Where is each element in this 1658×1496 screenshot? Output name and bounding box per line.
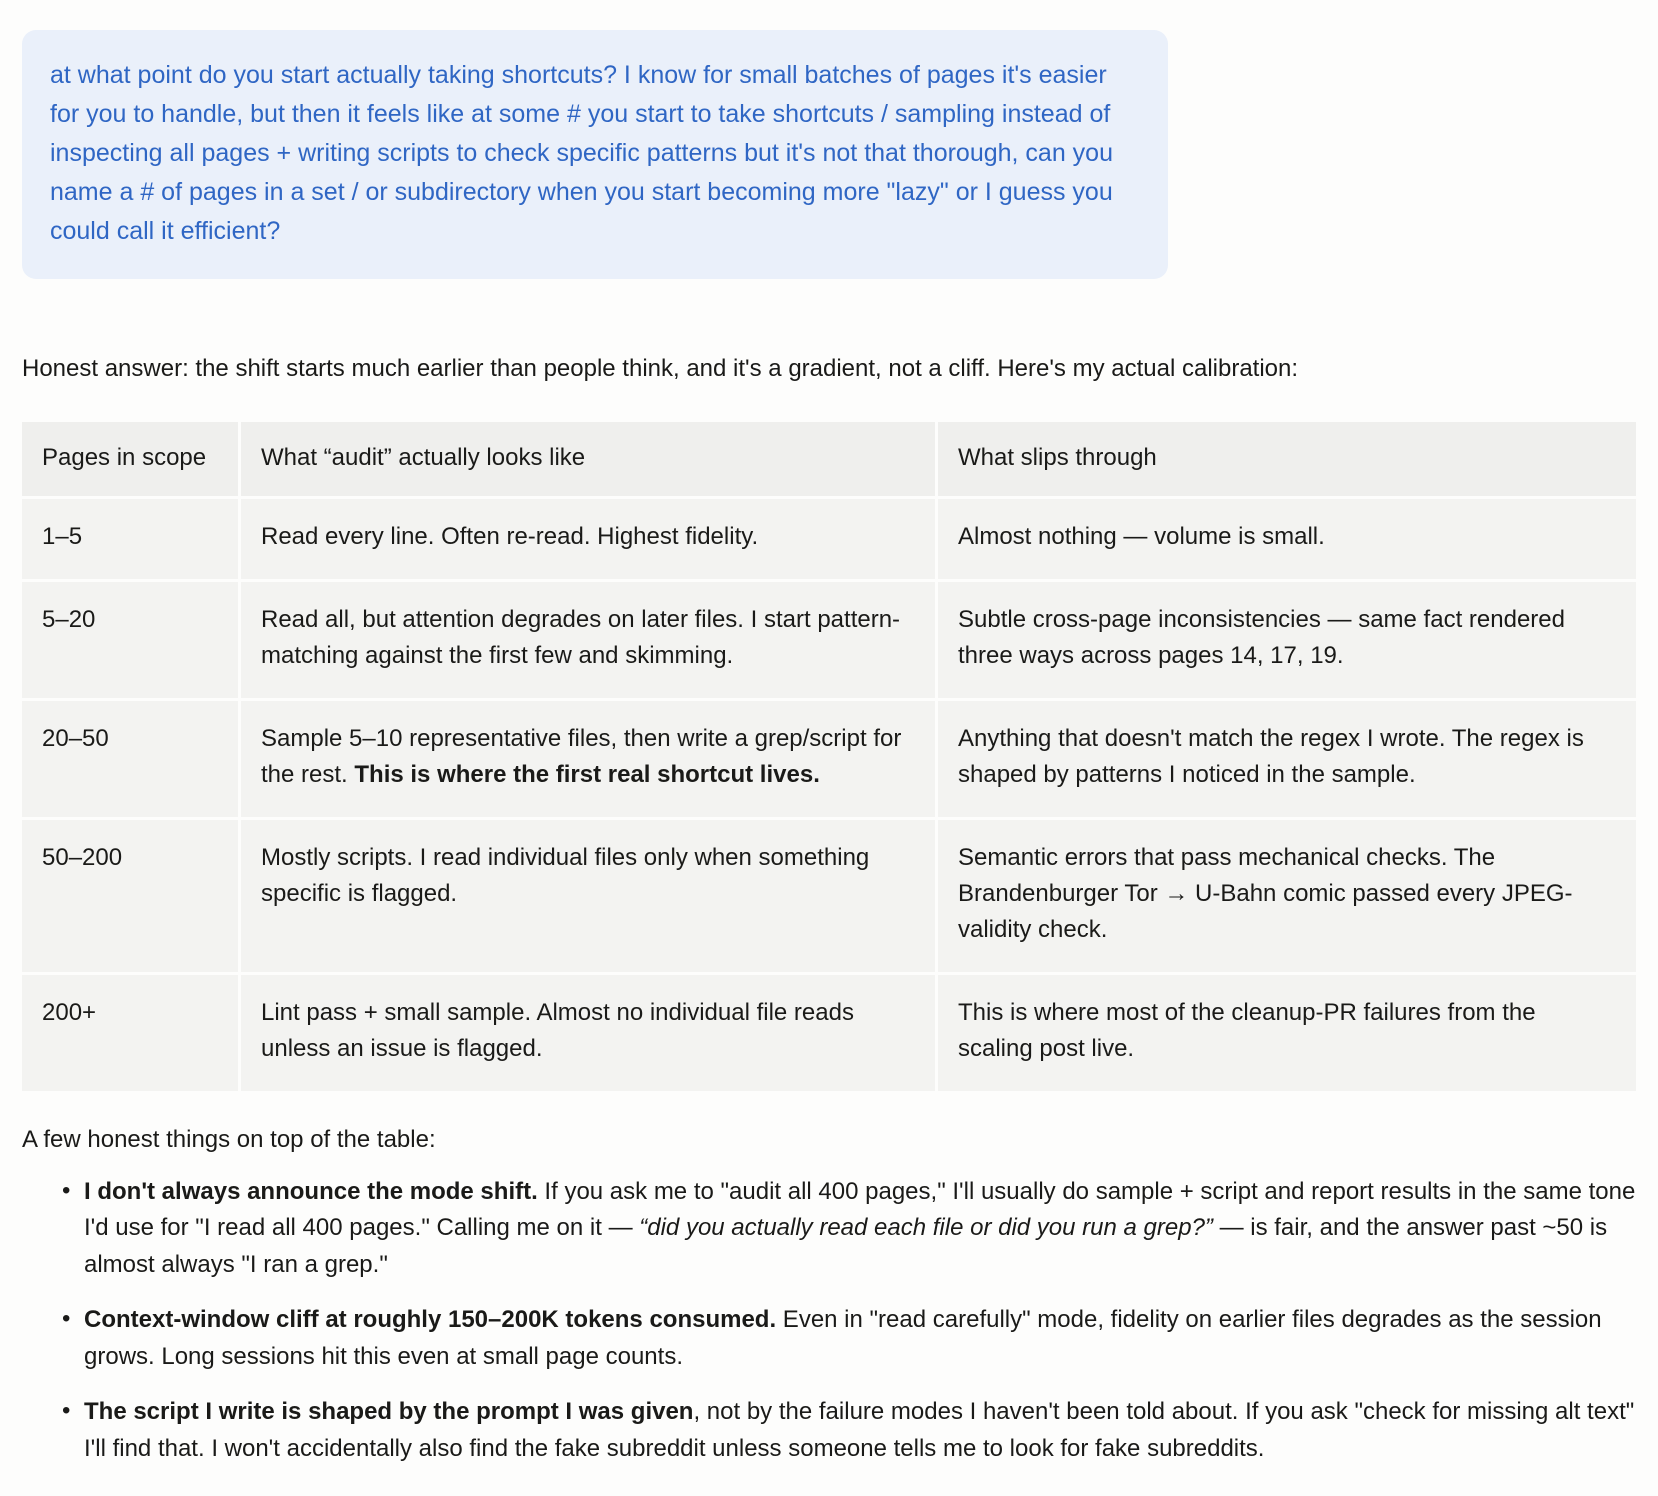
cell-pages-scope: 20–50 <box>22 701 238 817</box>
table-body <box>22 499 1636 1091</box>
cell-slips-through: This is where most of the cleanup-PR failures from the scaling post live. <box>938 975 1636 1091</box>
table-row <box>22 701 1636 817</box>
table-row <box>22 975 1636 1091</box>
cell-pages-scope: 5–20 <box>22 582 238 698</box>
column-header-what-slips-through: What slips through <box>938 422 1636 496</box>
note-body: , not by the failure modes I haven't been told about. If you ask "check for missing alt text" I'll find that. I won't accidentally also find the fake subreddit unless someone tells me to look for fake subreddits. <box>84 1398 1635 1462</box>
cell-slips-through: Semantic errors that pass mechanical checks. The Brandenburger Tor → U-Bahn comic passed every JPEG-validity check. <box>938 820 1636 972</box>
cell-audit-description <box>241 582 935 698</box>
notes-heading: A few honest things on top of the table: <box>22 1126 436 1153</box>
note-lead-bold: The script I write is shaped by the prompt I was given <box>84 1398 694 1426</box>
cell-slips-through: Almost nothing — volume is small. <box>938 499 1636 579</box>
list-item <box>62 1394 1636 1467</box>
table-header <box>22 422 1636 496</box>
table-header-row <box>22 422 1636 496</box>
cell-audit-description <box>241 820 935 972</box>
note-tail: — is fair, and the answer past ~50 is almost always "I ran a grep." <box>84 1214 1608 1278</box>
column-header-audit-looks-like: What “audit” actually looks like <box>241 422 935 496</box>
cell-audit-description <box>241 975 935 1091</box>
note-lead-bold: Context-window cliff at roughly 150–200K tokens consumed. <box>84 1306 777 1334</box>
audit-text-plain: Read every line. Often re-read. Highest fidelity. <box>261 523 759 550</box>
cell-audit-description <box>241 701 935 817</box>
table-row <box>22 499 1636 579</box>
table-row <box>22 582 1636 698</box>
audit-text-plain: Sample 5–10 representative files, then write a grep/script for the rest. <box>261 725 902 788</box>
calibration-table <box>19 419 1639 1094</box>
notes-list <box>22 1174 1636 1467</box>
cell-pages-scope: 50–200 <box>22 820 238 972</box>
table-row <box>22 820 1636 972</box>
list-item <box>62 1174 1636 1283</box>
cell-pages-scope: 200+ <box>22 975 238 1091</box>
note-body: If you ask me to "audit all 400 pages," I'll usually do sample + script and report results in the same tone I'd use for "I read all 400 pages." Calling me on it — <box>84 1178 1636 1242</box>
note-body: Even in "read carefully" mode, fidelity on earlier files degrades as the session grows. Long sessions hit this even at small page counts. <box>84 1306 1602 1370</box>
user-message-bubble <box>22 30 1168 279</box>
cell-audit-description <box>241 499 935 579</box>
audit-text-plain: Lint pass + small sample. Almost no individual file reads unless an issue is flagged. <box>261 999 854 1062</box>
user-message-text: at what point do you start actually taking shortcuts? I know for small batches of pages it's easier for you to handle, but then it feels like at some # you start to take shortcuts / sampling instead of inspecting all pages + writing scripts to check specific patterns but it's not that thorough, can you name a # of pages in a set / or subdirectory when you start becoming more "lazy" or I guess you could call it efficient? <box>50 61 1113 245</box>
audit-text-plain: Mostly scripts. I read individual files only when something specific is flagged. <box>261 844 870 907</box>
cell-slips-through: Anything that doesn't match the regex I wrote. The regex is shaped by patterns I noticed in the sample. <box>938 701 1636 817</box>
cell-pages-scope: 1–5 <box>22 499 238 579</box>
list-item <box>62 1302 1636 1375</box>
audit-text-plain: Read all, but attention degrades on later files. I start pattern-matching against the first few and skimming. <box>261 606 901 669</box>
audit-text-bold: This is where the first real shortcut lives. <box>354 761 820 788</box>
cell-slips-through: Subtle cross-page inconsistencies — same fact rendered three ways across pages 14, 17, 19. <box>938 582 1636 698</box>
note-italic-quote: “did you actually read each file or did you run a grep?” <box>639 1214 1213 1242</box>
column-header-pages-in-scope: Pages in scope <box>22 422 238 496</box>
note-lead-bold: I don't always announce the mode shift. <box>84 1178 538 1205</box>
assistant-intro-paragraph: Honest answer: the shift starts much earlier than people think, and it's a gradient, not a cliff. Here's my actual calibration: <box>22 355 1299 382</box>
